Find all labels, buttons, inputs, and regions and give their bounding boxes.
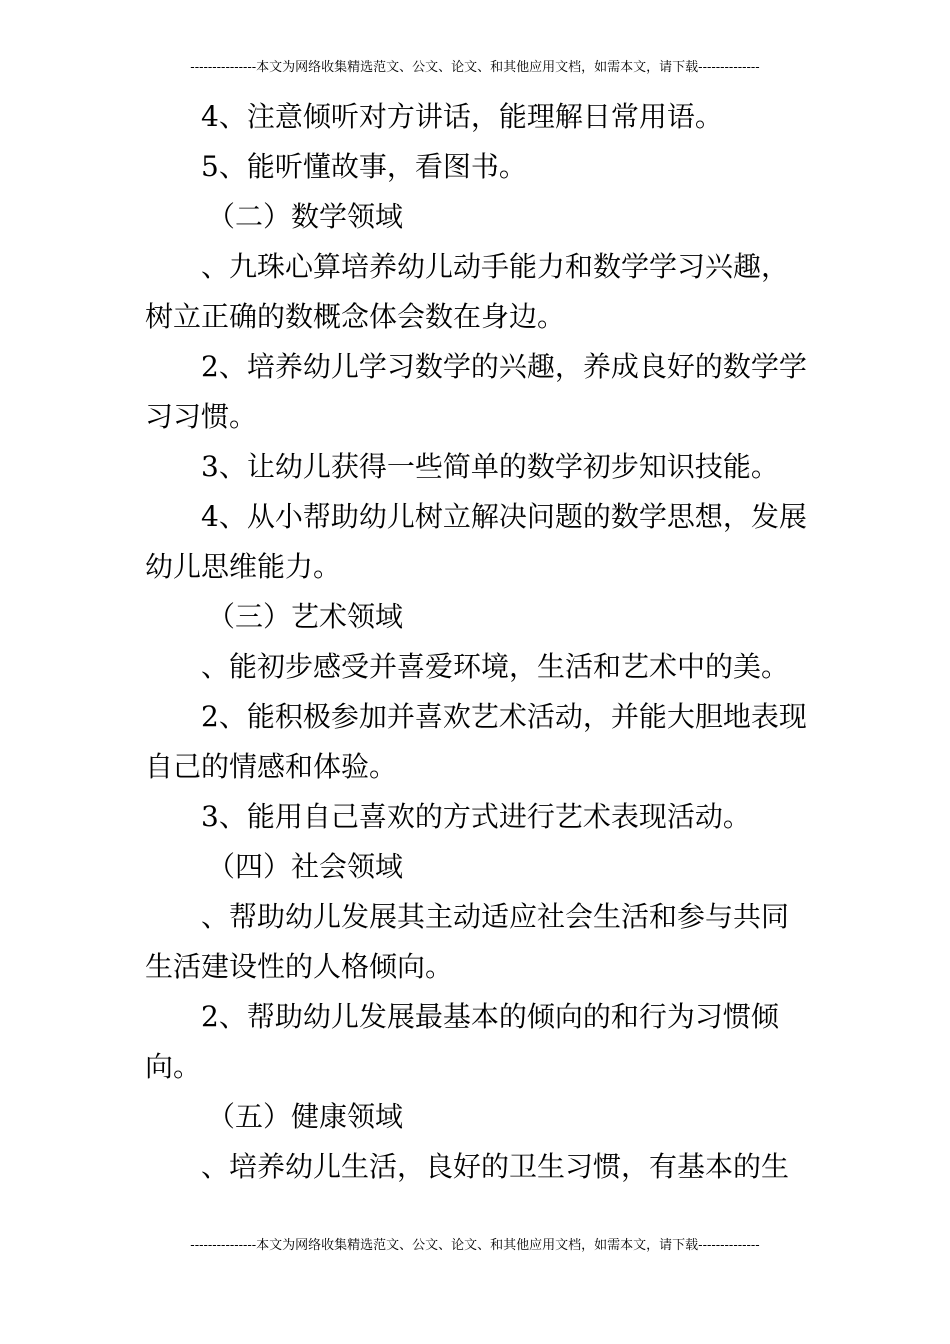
paragraph: 5、能听懂故事，看图书。 bbox=[201, 150, 527, 183]
paragraph: 、帮助幼儿发展其主动适应社会生活和参与共同生活建设性的人格倾向。 bbox=[145, 900, 790, 983]
paragraph: 2、能积极参加并喜欢艺术活动，并能大胆地表现自己的情感和体验。 bbox=[145, 700, 807, 783]
paragraph: 2、培养幼儿学习数学的兴趣，养成良好的数学学习习惯。 bbox=[145, 350, 807, 433]
page-header: ---------------本文为网络收集精选范文、公文、论文、和其他应用文档，如需本文，请下载-------------- bbox=[190, 60, 760, 75]
paragraph: 、能初步感受并喜爱环境，生活和艺术中的美。 bbox=[201, 650, 790, 683]
paragraph: 4、从小帮助幼儿树立解决问题的数学思想，发展幼儿思维能力。 bbox=[145, 500, 807, 583]
paragraph: 、培养幼儿生活，良好的卫生习惯，有基本的生 bbox=[201, 1150, 790, 1183]
section-heading: （三）艺术领域 bbox=[207, 600, 404, 633]
page-footer: ---------------本文为网络收集精选范文、公文、论文、和其他应用文档，如需本文，请下载-------------- bbox=[190, 1238, 760, 1253]
paragraph: 、九珠心算培养幼儿动手能力和数学学习兴趣，树立正确的数概念体会数在身边。 bbox=[145, 250, 790, 333]
paragraph: 3、能用自己喜欢的方式进行艺术表现活动。 bbox=[201, 800, 751, 833]
section-heading: （二）数学领域 bbox=[207, 200, 404, 233]
paragraph: 4、注意倾听对方讲话，能理解日常用语。 bbox=[201, 100, 723, 133]
paragraph: 3、让幼儿获得一些简单的数学初步知识技能。 bbox=[201, 450, 779, 483]
document-body bbox=[145, 92, 815, 1192]
section-heading: （四）社会领域 bbox=[207, 850, 404, 883]
paragraph: 2、帮助幼儿发展最基本的倾向的和行为习惯倾向。 bbox=[145, 1000, 779, 1083]
section-heading: （五）健康领域 bbox=[207, 1100, 404, 1133]
